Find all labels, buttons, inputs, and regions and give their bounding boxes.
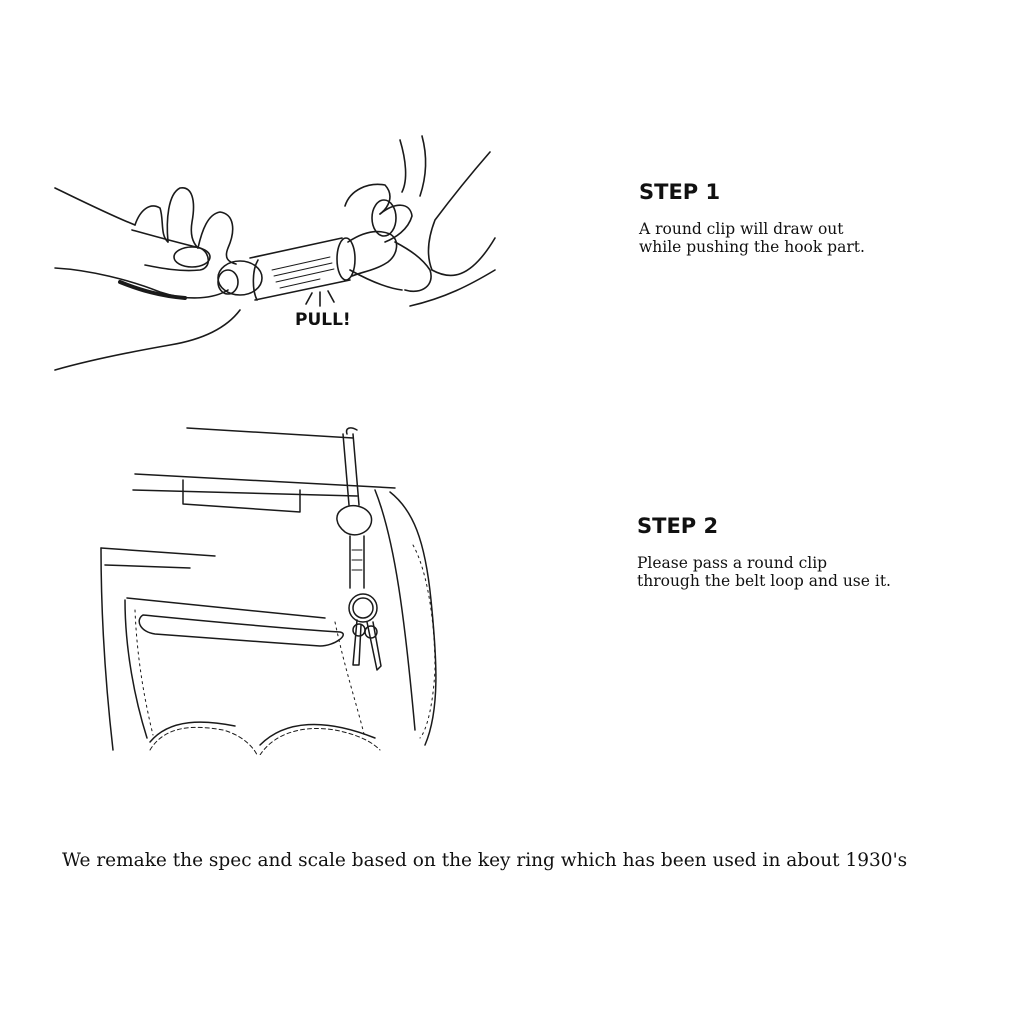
step1-description-line: while pushing the hook part. <box>639 238 865 256</box>
step1-description-line: A round clip will draw out <box>639 220 844 238</box>
step1-description <box>639 220 865 256</box>
step2-description-line: through the belt loop and use it. <box>637 572 891 590</box>
step1-title: STEP 1 <box>639 180 721 204</box>
step2-title: STEP 2 <box>637 514 719 538</box>
step2-description-line: Please pass a round clip <box>637 554 828 572</box>
step2-description <box>637 554 891 590</box>
pull-label: PULL! <box>295 310 351 330</box>
footer-caption: We remake the spec and scale based on the key ring which has been used in about 1930's <box>62 850 908 871</box>
step1-illustration <box>50 130 500 380</box>
step2-illustration <box>95 420 460 755</box>
